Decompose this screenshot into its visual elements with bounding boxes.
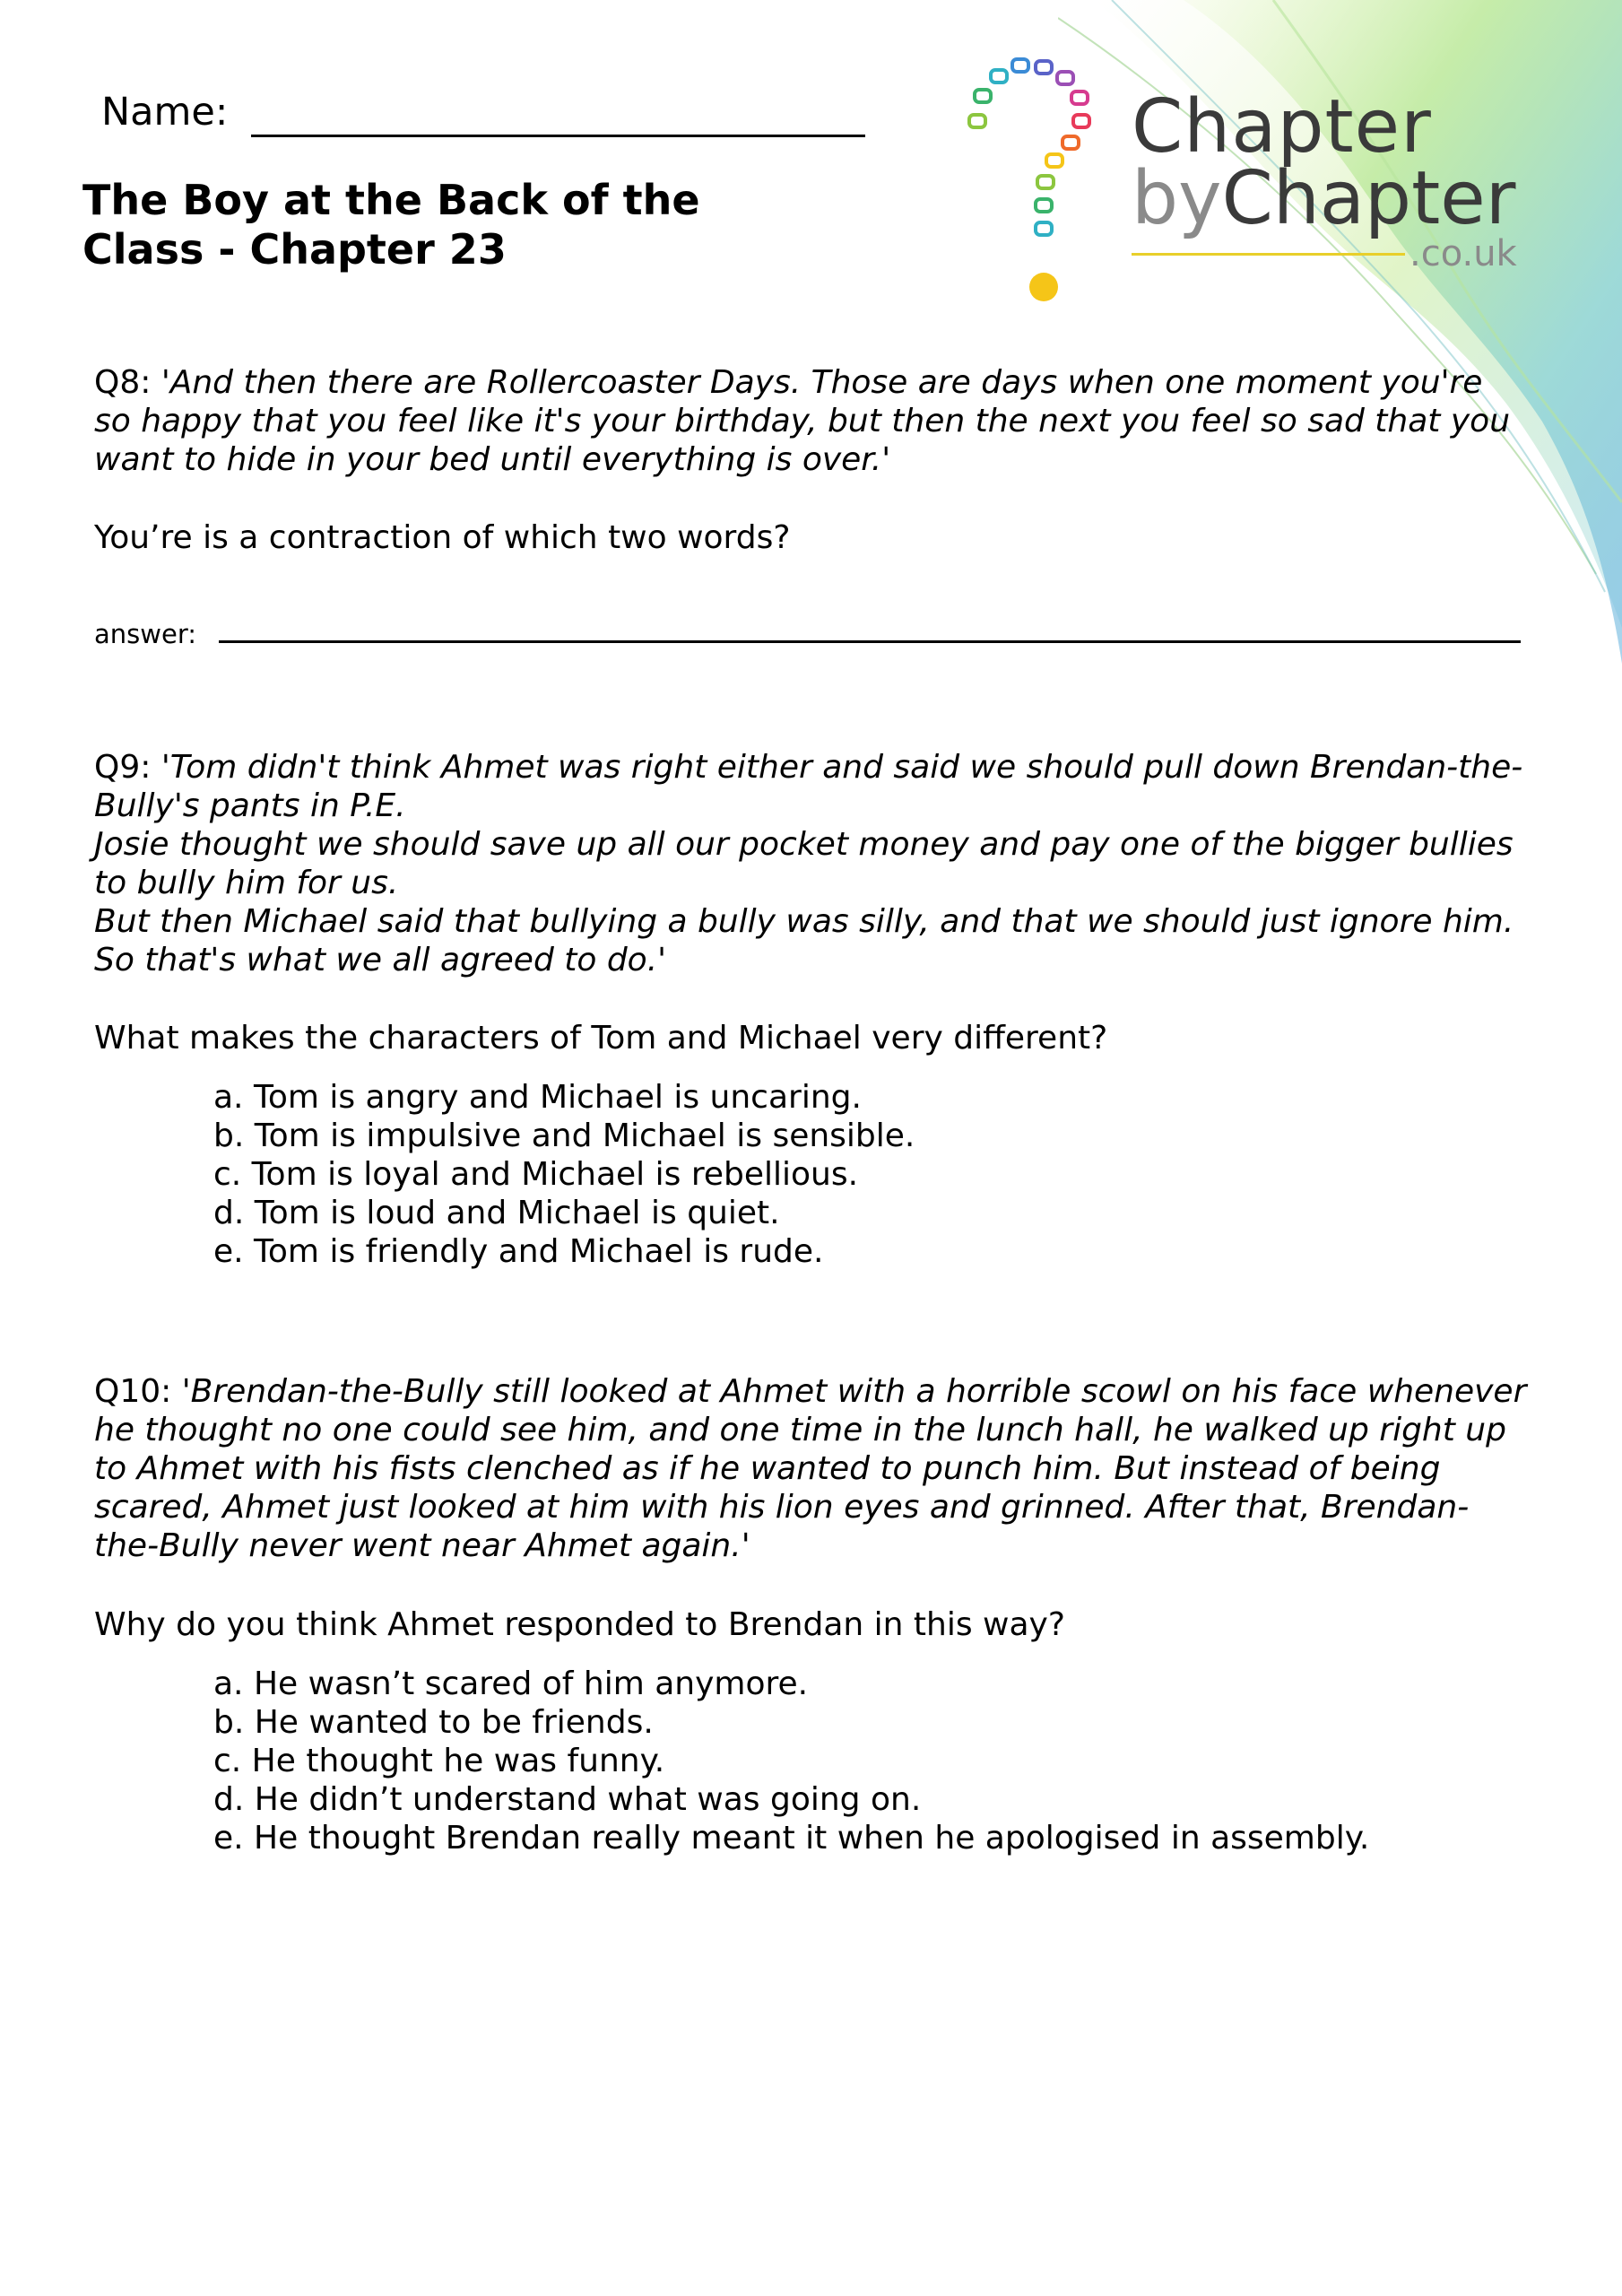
question-quote: 'Brendan-the-Bully still looked at Ahmet with a horrible scowl on his face whenever he thought no one could see him, and one time in the lunch hall, he walked up right up to Ahmet with his fists clenched as if he wanted to punch him. But instead of being scared, Ahmet just looked at him with his lion eyes and grinned. After that, Brendan-the-Bully never went near Ahmet again.' [94, 1373, 1527, 1564]
logo-book-icon [1073, 115, 1089, 127]
logo-line-bychapter [1132, 156, 1516, 241]
question-9-options [213, 1078, 915, 1271]
option-c[interactable]: c. Tom is loyal and Michael is rebellious. [213, 1156, 859, 1193]
logo-book-icon [1036, 199, 1052, 212]
question-10-prompt: Why do you think Ahmet responded to Brendan in this way? [94, 1606, 1065, 1643]
question-8-prompt: You’re is a contraction of which two words? [94, 519, 791, 556]
option-a[interactable]: a. He wasn’t scared of him anymore. [213, 1665, 809, 1702]
option-c[interactable]: c. He thought he was funny. [213, 1743, 665, 1779]
logo-book-icon [1036, 222, 1052, 235]
option-d[interactable]: d. He didn’t understand what was going on. [213, 1781, 922, 1818]
name-label: Name: [101, 90, 229, 135]
question-number: Q10: [94, 1373, 172, 1410]
question-number: Q9: [94, 749, 152, 786]
logo-chapter: Chapter [1221, 156, 1516, 241]
quote-line-3: But then Michael said that bullying a bully was silly, and that we should just ignore him. So that's what we all agreed to do.' [94, 903, 1514, 978]
question-9-prompt: What makes the characters of Tom and Michael very different? [94, 1020, 1108, 1057]
option-e[interactable]: e. Tom is friendly and Michael is rude. [213, 1233, 824, 1270]
logo-book-icon [969, 115, 985, 127]
question-9 [94, 748, 1529, 979]
name-underline [251, 135, 865, 137]
question-quote: 'And then there are Rollercoaster Days. Those are days when one moment you're so happy that you feel like it's your birthday, but then the next you feel so sad that you want to hide in your bed until everything is over.' [94, 364, 1511, 478]
option-b[interactable]: b. Tom is impulsive and Michael is sensible. [213, 1118, 915, 1154]
question-10 [94, 1372, 1529, 1565]
logo-line-chapter: Chapter [1132, 84, 1432, 170]
option-d[interactable]: d. Tom is loud and Michael is quiet. [213, 1195, 780, 1231]
worksheet-title: The Boy at the Back of the Class - Chapter 23 [82, 176, 700, 274]
question-number: Q8: [94, 364, 152, 401]
answer-label: answer: [94, 619, 197, 649]
logo-book-icon [1063, 136, 1079, 149]
quote-line-2: Josie thought we should save up all our pocket money and pay one of the bigger bullies to bully him for us. [94, 826, 1514, 901]
logo-by: by [1132, 156, 1222, 241]
logo-book-icon [1071, 91, 1088, 104]
logo-book-icon [1057, 72, 1073, 84]
option-e[interactable]: e. He thought Brendan really meant it when he apologised in assembly. [213, 1820, 1370, 1857]
logo-book-icon [1012, 59, 1028, 72]
quote-line-1: 'Tom didn't think Ahmet was right either and said we should pull down Brendan-the-Bully's pants in P.E. [94, 749, 1523, 824]
logo-domain: .co.uk [1409, 233, 1517, 274]
option-b[interactable]: b. He wanted to be friends. [213, 1704, 654, 1741]
logo-book-icon [1046, 154, 1063, 167]
question-10-options [213, 1665, 1369, 1857]
logo-wordmark [1132, 84, 1517, 274]
answer-input-line[interactable] [219, 640, 1521, 643]
logo-book-icon [975, 90, 991, 102]
question-mark-logo-icon [959, 49, 1112, 309]
question-8 [94, 363, 1529, 479]
option-a[interactable]: a. Tom is angry and Michael is uncaring. [213, 1079, 862, 1116]
logo-book-icon [991, 70, 1007, 83]
logo-book-icon [1037, 176, 1054, 188]
name-field[interactable] [101, 90, 228, 135]
logo-dot-icon [1029, 273, 1058, 301]
logo-underline [1132, 253, 1405, 256]
logo-book-icon [1036, 61, 1052, 74]
